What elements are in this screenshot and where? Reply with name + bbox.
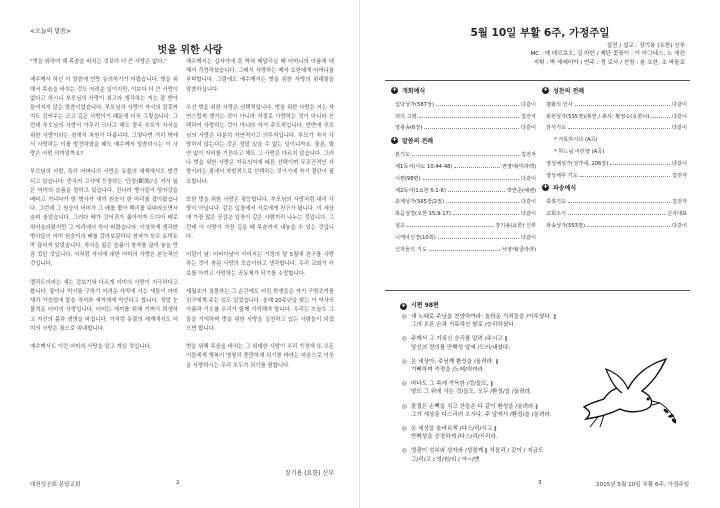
- order-of-service-right: [542, 84, 687, 229]
- psalm-line: [402, 321, 572, 329]
- liturgy-role: 다같이: [520, 125, 536, 132]
- verse-bullet: ◎: [402, 381, 407, 388]
- liturgy-role: 다같이: [671, 101, 687, 108]
- essay-paragraph: "벗을 위하여 제 목숨을 바치는 것보다 더 큰 사랑은 없다.": [30, 59, 167, 65]
- liturgy-row: [391, 146, 536, 158]
- leader-dots: [436, 105, 519, 106]
- psalm-line: [402, 411, 572, 419]
- essay-paragraph: 예수께서도 이런 어미의 사랑을 알고 계실 것입니다.: [30, 344, 152, 351]
- section-title: 말씀의 전례: [402, 137, 434, 145]
- divider-top: [385, 80, 690, 81]
- essay-paragraph: 예수께서는 십자가에 못 박혀 매달리실 때 어머니의 아픔에 대해서 걱정하셨습니다. 그래서 사랑하는 제자 요한에게 어머니를 부탁합니다. 그럼에도 예수께서는 벗을 위한 사랑의 위대함을 말씀하십니다.: [186, 59, 334, 93]
- liturgy-item: 본기도: [395, 152, 411, 159]
- essay-paragraph: 또한 벗을 위한 사랑은 평등합니다. 부모님의 사랑처럼 내리 사랑이 아닙니다. 같은 입장에서 서로에게 친구가 됩니다. 이 세상에 가장 많은 공감은 입장이 같은 사람끼리 나누는 것입니다. 그런데 이 사랑이 가장 깊을 때 목숨까지 내놓을 수 있는 것입니다.: [186, 197, 334, 240]
- liturgy-item: 교회소식: [546, 211, 567, 218]
- psalm-heading: ✚ 시편 98편: [401, 302, 439, 309]
- liturgy-row: [391, 241, 536, 253]
- credit-line: 집전 / 설교 : 장기용 (요한) 신부: [606, 43, 685, 49]
- dove-olive-branch-icon: [576, 355, 686, 435]
- verse-bullet: ◎: [402, 448, 407, 455]
- leader-dots: [446, 202, 519, 203]
- cross-icon: ✚: [392, 86, 397, 93]
- liturgy-row: [391, 205, 536, 217]
- psalm-text: 기뻐하며 즉정을 /노래/하여라.: [411, 367, 485, 374]
- divider-bottom: [385, 290, 690, 291]
- liturgy-row: [391, 170, 536, 182]
- section-heading: [391, 134, 536, 146]
- liturgy-role: 다같이: [520, 199, 536, 206]
- liturgy-row: [391, 194, 536, 206]
- essay-paragraph: 세월호가 침몰하는 그 순간에도 어린 학생들은 자기 구명조끼를 친구에게 주는 일도 있었습니다. 올해 20주년을 맞는 이 역사의 아픔과 기도를 우리가 함께 기억해야 합니다. 우리는 오늘도 그들을 기억하며 벗을 위한 사랑을 실천하고 있는 사람들이 되었으면 합니다.: [186, 289, 334, 332]
- liturgy-role: 박연준(헤렌): [506, 187, 536, 194]
- psalm-text: 당신의 정의를 만백성 앞에 /드러/내셨다.: [411, 344, 511, 351]
- psalm-line: [402, 358, 572, 366]
- psalm-text: 물결은 손뼉을 치고 산들은 다 같이 환성을 /올려라 ‖: [411, 403, 538, 410]
- liturgy-row: [542, 96, 687, 108]
- cross-icon: ✚: [392, 136, 397, 143]
- leader-dots: [412, 155, 519, 156]
- essay-column-1: [30, 58, 178, 362]
- liturgy-row: [542, 205, 687, 217]
- page-fold: [359, 0, 360, 508]
- essay-paragraph: 우선 벗을 위한 사랑은 선택적입니다. 벗을 위한 사랑은 저는 자연스럽게 생기는 것이 아니라 저절로 사랑하는 것이 아니라 선택하여 사랑하는 것이 아니라 자기 주도적입니다. 반면에 부모님의 사랑은 다분히 자연적이고 의무적입니다. 부모가 자식 사랑하지 않는다는 것은 정말 있을 수 없는 일이니까요. 물론, 혈연 없이 자녀를 기른다고 해도 그 사랑은 다르지 않습니다. 그러나 벗을 위한 사랑은 자유의지에 따른 선택이며 무조건적인 사랑이라는 점에서 자발적으로 선택하는 것이기에 자기 결단이 필요합니다.: [186, 105, 334, 185]
- leader-dots: [587, 226, 670, 227]
- liturgy-row: [391, 217, 536, 229]
- verse-bullet: ◎: [402, 403, 407, 410]
- liturgy-row: [542, 108, 687, 120]
- essay-title: 벗을 위한 사랑: [157, 45, 223, 56]
- verse-bullet: ◎: [402, 336, 407, 343]
- service-credits: [400, 42, 685, 67]
- psalm-line: [402, 433, 572, 441]
- psalm-line: [402, 447, 572, 455]
- liturgy-role: 다같이: [671, 113, 687, 120]
- psalm-line: [402, 335, 572, 343]
- liturgy-role: 집전자: [671, 172, 687, 179]
- liturgy-row: [391, 108, 536, 120]
- essay-paragraph: 예수께서 하신 이 말씀에 언뜻 동의하기가 어렵습니다. 벗을 위해서 목숨을 바치는 것도 어려운 일이지만, 이보다 더 큰 사랑이 없다고 하시니 부모님의 사랑이 최고라 생각하는 저는 잘 받아들여지지 않는 말씀이었습니다. 부모님의 사랑이 자식의 잘못까지도 감싸주는 크고 깊은 사랑이기 때문에 더욱 그렇습니다. 그런데 부모님의 사랑이 아무리 크다고 해도 결국 부모가 자식을 위한 사랑이라는 점에서 차원이 다릅니다. 그렇다면 거리 밖에서 사랑하는 이를 발견하였을 때도 예수께서 말씀하시는 이 사랑은 어떤 의미일까요?: [30, 77, 178, 158]
- liturgy-row: [542, 194, 687, 206]
- cross-icon: ✚: [401, 303, 406, 309]
- section-heading: [542, 182, 687, 194]
- leader-dots: [424, 128, 519, 129]
- psalm-line: [402, 344, 572, 352]
- section-heading: [391, 84, 536, 96]
- psalm-text: 그의 오른 손과 거룩하신 팔로 /승리하셨다.: [411, 322, 516, 329]
- section-heading: [542, 84, 687, 96]
- liturgy-item: 입당성가(587장): [395, 101, 435, 108]
- leader-dots: [568, 202, 670, 203]
- liturgy-row: [542, 217, 687, 229]
- liturgy-item: 복음성경(요한 15:9-17): [395, 211, 451, 218]
- verse-bullet: ◎: [402, 358, 407, 365]
- psalm-text: 바다도 그 속에 가득한 /것/들도, ‖: [411, 381, 494, 388]
- section-title: 성찬의 전례: [553, 87, 585, 95]
- leader-dots: [453, 214, 519, 215]
- service-title: 5월 10일 부활 6주, 가정주일: [470, 27, 610, 39]
- credit-line: 지휘 : 박 에레미야 / 반주 : 정 로사 / 선창 : 윤 요한, 조 바돌로: [533, 59, 685, 66]
- essay-paragraph: 어린이 날, 어버이날이 이어지는 가정의 달 5월에 친구를 사랑하는 것이 참된 사랑의 모습이라고 생각합니다. 우리 교회가 서로를 아끼고 사랑하는 공동체가 되기를 소망합니다.: [186, 252, 334, 277]
- section-title: 개회예식: [402, 87, 426, 95]
- psalm-line: [402, 380, 572, 388]
- psalm-line: [402, 403, 572, 411]
- liturgy-item: 봉헌성가(535장)/봉헌 / 봉사: 황영숙(요한나): [546, 113, 650, 120]
- footer-church-name: 대천성공회 분당교회: [30, 482, 81, 488]
- liturgy-subitem: * 거룩하시다 (A곡): [554, 137, 598, 144]
- liturgy-item: 신자들의 기도: [395, 246, 427, 253]
- credit-line: MC : 예 데모로오, 김 마틴 / 제단 꽃꽂이 : 이 아그네스, 노 에린: [530, 51, 685, 58]
- psalm-text: 새 노래로 주님을 찬양하여라: 놀라운 기적들을 /이루셨다. ‖: [411, 314, 557, 320]
- liturgy-row: [542, 155, 687, 167]
- leader-dots: [454, 167, 499, 168]
- liturgy-role: 다같이: [520, 211, 536, 218]
- liturgy-row: [391, 120, 536, 132]
- psalm-text: 그/리/고 / 영/원/히 / 아~/멘: [411, 456, 480, 463]
- liturgy-row: [391, 182, 536, 194]
- section-title: 파송예식: [553, 185, 577, 193]
- leader-dots: [568, 128, 670, 129]
- liturgy-item: 파송성가(553장): [546, 222, 586, 229]
- liturgy-item: 제1독서(사도 10:44-48): [395, 163, 453, 170]
- psalm-text: 영광이 성부와 성자와 /성령께 ‖ 처음과 / 같이 / 지금도: [411, 448, 544, 455]
- psalm-text: 땅도 그 위에 사는 것/들도, 모두 /환성/을 /올려라.: [411, 389, 532, 396]
- liturgy-item: 제2독서(1요한 5:1-6): [395, 187, 446, 194]
- liturgy-item: 층계성가(565장/2절): [395, 199, 445, 206]
- column-tag: <오늘의 말씀>: [30, 28, 71, 35]
- liturgy-role: 집전자: [520, 152, 536, 159]
- liturgy-item: 영광송(6장): [395, 125, 423, 132]
- cross-icon: ✚: [543, 86, 548, 93]
- essay-paragraph: 벗을 위해 목숨을 바치는 그 위대한 사랑이 우리 가정에 또 모든 이들에게 행복이 영원히 충만하게 되기를 바라는 마음으로 이웃을 사랑하시는 우리 모두가 되기를 원합니다.: [186, 344, 334, 369]
- liturgy-item: 니케아신경(10쪽): [395, 234, 436, 241]
- leader-dots: [423, 179, 519, 180]
- liturgy-role: 권영대(미라맥): [501, 163, 536, 170]
- liturgy-row: [542, 167, 687, 179]
- liturgy-role: 다같이: [671, 222, 687, 229]
- liturgy-item: 감사기도: [546, 125, 567, 132]
- psalm-line: [402, 313, 572, 321]
- psalm-text: 온 세상을 올바르게 /다스/리/시고 ‖: [411, 426, 497, 433]
- liturgy-row: [542, 120, 687, 132]
- liturgy-role: 서영애(클라라): [501, 246, 536, 253]
- liturgy-role: 장기용(요한) 신부: [495, 222, 536, 229]
- liturgy-row: [391, 96, 536, 108]
- liturgy-row: [391, 229, 536, 241]
- verse-bullet: ◎: [402, 314, 407, 320]
- leader-dots: [429, 250, 500, 251]
- leader-dots: [448, 191, 505, 192]
- liturgy-item: 평화의 인사: [546, 101, 573, 108]
- footer-date: 2015년 5월 10일 부활 6주, 가정주일: [596, 482, 690, 488]
- essay-column-2: [186, 58, 334, 380]
- leader-dots: [651, 117, 670, 118]
- liturgy-subitem: * 하느님 어린양 (A곡): [554, 148, 605, 155]
- psalm-line: [402, 388, 572, 396]
- liturgy-item: 영성체후 기도: [546, 172, 578, 179]
- liturgy-role: 다같이: [671, 125, 687, 132]
- leader-dots: [419, 117, 519, 118]
- liturgy-item: 설교: [395, 222, 406, 229]
- liturgy-row: [391, 158, 536, 170]
- order-of-service-left: [391, 84, 536, 253]
- psalm-text: 온 세상아, 주님께 환성을 /올려라. ‖: [411, 358, 499, 365]
- leader-dots: [438, 238, 519, 239]
- liturgy-role: 다같이: [671, 160, 687, 167]
- page-number-left: 2: [176, 480, 180, 486]
- leader-dots: [407, 226, 493, 227]
- psalm-verses: [402, 313, 572, 464]
- psalm-line: [402, 456, 572, 464]
- psalm-line: [402, 425, 572, 433]
- leader-dots: [575, 105, 670, 106]
- essay-paragraph: 멜리트이라는 새는 겉보기와 다르게 어미의 사랑이 지극하다고 합니다. 물이나 먹이를 구하기 어려운 사막에 사는 새들이 어미새가 가슴털에 물을 적셔와 새끼에게 먹인다고 합니다. 정말 눈물겨운 어미의 사랑입니다. 어미는 새끼를 위해 기꺼이 희생하고 자신의 몸과 생명을 바칩니다. 이처럼 동물의 세계에서도 어미의 사랑은 참으로 위대합니다.: [30, 279, 178, 332]
- liturgy-item: 죄의 고백: [395, 113, 417, 120]
- liturgy-role: 다같이: [520, 101, 536, 108]
- psalm-text: 만백성을 공정하게 /다스/리/시리라.: [411, 434, 498, 441]
- leader-dots: [580, 176, 670, 177]
- liturgy-role: 신자대표: [666, 211, 687, 218]
- psalm-text: 주께서 그 거룩신 승리를 알려 /주시고 ‖: [411, 336, 508, 343]
- cross-icon: ✚: [543, 184, 548, 191]
- liturgy-item: 시편(98편): [395, 175, 421, 182]
- psalm-text: 그가 세상을 다스리러 오시나, 주 앞에서 /환성/을 /올려라.: [411, 411, 552, 418]
- liturgy-item: 축복기도: [546, 199, 567, 206]
- leader-dots: [568, 214, 665, 215]
- psalm-line: [402, 366, 572, 374]
- page-number-right: 3: [538, 480, 542, 486]
- liturgy-role: 다같이: [520, 234, 536, 241]
- liturgy-role: 다같이: [520, 175, 536, 182]
- liturgy-role: 집전자: [671, 199, 687, 206]
- liturgy-role: 집전자: [520, 113, 536, 120]
- verse-bullet: ◎: [402, 426, 407, 433]
- essay-paragraph: 부모님의 사랑, 특히 어머니의 사랑은 동물의 세계에서도 발견되고 있습니다. 중국의 고사에 등장하는 '단장(斷腸)'은 자식 잃은 어미의 슬픔을 말하고 있습니다. 진나라 병사들이 양자강을 배타고 거니다가 한 병사가 새끼 원숭이 한 마리를 잡아왔습니다. 그런데 그 원숭이 어미가 그 배를 쫓아 백리를 뒤따라오면서 슬피 울었습니다. 그러다 배가 강어귀가 좁아지자 드디어 배로 뛰어올라왔지만 그 자리에서 죽어 버렸습니다. 이상하게 생각한 병사들이 어미 원숭이의 배를 갈라보았더니 창자가 모두 토막토막 끊어져 있었습니다. 자식을 잃은 슬픔이 창자를 끊어 놓을 만큼 컸던 것입니다. 이처럼 자식에 대한 어미의 사랑은 본능적인 것입니다.: [30, 169, 178, 268]
- liturgy-item: 영성체성가(성가대, 206장): [546, 160, 609, 167]
- leader-dots: [610, 164, 670, 165]
- author-signature: 장기용 (요한) 신부: [284, 470, 334, 477]
